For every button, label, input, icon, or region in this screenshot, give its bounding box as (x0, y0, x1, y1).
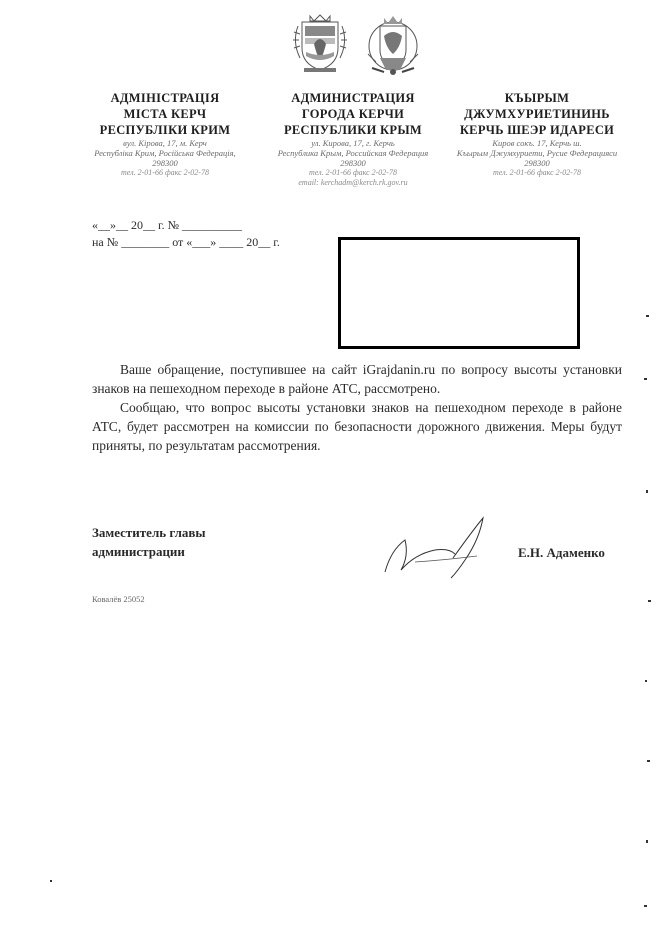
org-name-line: РЕСПУБЛІКИ КРИМ (99, 123, 231, 137)
org-name-line: АДМІНІСТРАЦІЯ (110, 91, 220, 105)
scan-artifact (645, 680, 647, 682)
org-name-line: КЕРЧЬ ШЕЭР ИДАРЕСИ (459, 123, 615, 137)
header-russian-column (268, 90, 438, 188)
scan-artifact (646, 490, 648, 493)
address-line: Республіка Крим, Російська Федерація, (94, 148, 236, 158)
address-line: Киров сокъ. 17, Керчь ш. (492, 138, 582, 148)
signer-name: Е.Н. Адаменко (518, 545, 605, 560)
org-name-line: РЕСПУБЛИКИ КРЫМ (283, 123, 423, 137)
address-line: 298300 (340, 158, 366, 168)
email-line: email: kerchadm@kerch.rk.gov.ru (298, 178, 408, 187)
scan-artifact (50, 880, 52, 882)
address-line: Къырым Джумхуриети, Русие Федерацияси (456, 148, 618, 158)
redacted-addressee-box (338, 237, 580, 349)
header-crimean-column (448, 90, 626, 178)
incoming-reference-line: на № ________ от «___» ____ 20__ г. (92, 235, 280, 249)
org-name-line: ГОРОДА КЕРЧИ (301, 107, 405, 121)
address-line: ул. Кирова, 17, г. Керчь (311, 138, 395, 148)
body-paragraph: Сообщаю, что вопрос высоты установки знаков на пешеходном переходе в районе АТС, будет рассмотрен на комиссии по безопасности дорожного движения. Меры будут приняты, по результатам рассмотрения. (92, 400, 622, 453)
address-line: 298300 (524, 158, 550, 168)
letter-body (92, 360, 622, 455)
scan-artifact (647, 760, 650, 762)
contact-line: тел. 2-01-66 факс 2-02-78 (121, 168, 209, 177)
signer-position (92, 523, 206, 561)
kerch-city-coat-of-arms-emblem (362, 14, 424, 76)
outgoing-reference-line: «__»__ 20__ г. № __________ (92, 218, 243, 232)
address-line: вул. Кірова, 17, м. Керч (123, 138, 207, 148)
scan-artifact (646, 840, 648, 843)
header-ukrainian-column (80, 90, 250, 178)
contact-line: тел. 2-01-66 факс 2-02-78 (309, 168, 397, 177)
signer-position-line: Заместитель главы (92, 525, 206, 540)
contact-line: тел. 2-01-66 факс 2-02-78 (493, 168, 581, 177)
org-name-line: ДЖУМХУРИЕТИНИНЬ (464, 107, 610, 121)
org-name-line: МІСТА КЕРЧ (123, 107, 207, 121)
scan-artifact (644, 905, 647, 907)
scan-artifact (646, 315, 649, 317)
kerch-coat-of-arms-emblem (290, 12, 350, 74)
scan-artifact (648, 600, 651, 602)
address-line: Республика Крым, Российская Федерация (277, 148, 429, 158)
handwritten-signature (375, 510, 495, 585)
scan-artifact (644, 378, 647, 380)
body-paragraph: Ваше обращение, поступившее на сайт iGrajdanin.ru по вопросу высоты установки знаков на пешеходном переходе в районе АТС, рассмотрено. (92, 362, 622, 396)
address-line: 298300 (152, 158, 178, 168)
org-name-line: АДМИНИСТРАЦИЯ (291, 91, 415, 105)
org-name-line: КЪЫРЫМ (504, 91, 570, 105)
signer-position-line: администрации (92, 544, 185, 559)
executor-note: Ковалёв 25052 (92, 594, 145, 604)
